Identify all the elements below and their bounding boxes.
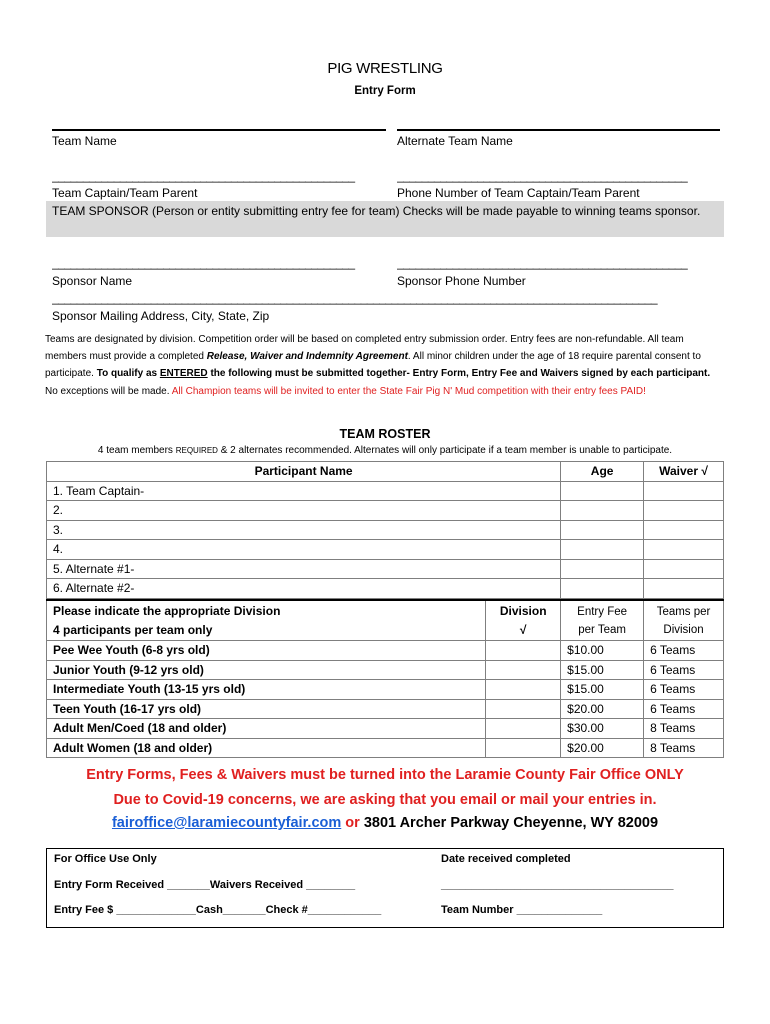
waiver-cell[interactable] [644, 481, 724, 501]
age-cell[interactable] [561, 481, 644, 501]
waiver-cell[interactable] [644, 520, 724, 540]
entry-fee-value: $20.00 [561, 699, 644, 719]
division-check-cell[interactable] [486, 660, 561, 680]
col-entry-fee: Entry Fee per Team [561, 600, 644, 641]
waiver-cell[interactable] [644, 501, 724, 521]
alternate-team-name-label: Alternate Team Name [397, 134, 513, 148]
division-name: Intermediate Youth (13-15 yrs old) [47, 680, 486, 700]
sponsor-name-line[interactable]: _________________________________________________ [52, 256, 355, 270]
teams-value: 8 Teams [644, 738, 724, 758]
participant-name-cell[interactable]: 2. [47, 501, 561, 521]
table-row [47, 501, 724, 521]
age-cell[interactable] [561, 501, 644, 521]
sponsor-address-label: Sponsor Mailing Address, City, State, Zip [52, 309, 270, 323]
team-captain-label: Team Captain/Team Parent [52, 186, 198, 200]
table-row [47, 680, 724, 700]
division-header-row [47, 600, 724, 641]
sponsor-phone-line[interactable]: _______________________________________________ [397, 256, 688, 270]
date-received-label: Date received completed [441, 853, 571, 865]
entry-form-received-field[interactable]: Entry Form Received _______Waivers Received ________ [54, 879, 356, 891]
entry-fee-value: $20.00 [561, 738, 644, 758]
sponsor-note: TEAM SPONSOR (Person or entity submitting entry fee for team) Checks will be made payable to winning teams sponsor. [52, 204, 701, 218]
age-cell[interactable] [561, 579, 644, 599]
teams-value: 6 Teams [644, 680, 724, 700]
waiver-cell[interactable] [644, 559, 724, 579]
captain-phone-label: Phone Number of Team Captain/Team Parent [397, 186, 640, 200]
teams-value: 6 Teams [644, 641, 724, 661]
champion-note: All Champion teams will be invited to enter the State Fair Pig N' Mud competition with their entry fees PAID! [171, 385, 646, 397]
col-participant-name: Participant Name [47, 462, 561, 482]
col-age: Age [561, 462, 644, 482]
table-row [47, 559, 724, 579]
teams-value: 8 Teams [644, 719, 724, 739]
division-name: Junior Youth (9-12 yrs old) [47, 660, 486, 680]
age-cell[interactable] [561, 520, 644, 540]
covid-notice: Due to Covid-19 concerns, we are asking that you email or mail your entries in. [113, 792, 657, 808]
col-waiver: Waiver √ [644, 462, 724, 482]
division-table [46, 599, 724, 758]
roster-header-row [47, 462, 724, 482]
division-check-cell[interactable] [486, 738, 561, 758]
office-use-title: For Office Use Only [54, 853, 157, 865]
waiver-cell[interactable] [644, 579, 724, 599]
sponsor-address-line[interactable]: __________________________________________________________________________________________________ [52, 291, 658, 305]
table-row [47, 540, 724, 560]
contact-line: fairoffice@laramiecountyfair.com or 3801 Archer Parkway Cheyenne, WY 82009 [111, 815, 659, 831]
roster-table [46, 461, 724, 599]
participant-name-cell[interactable]: 1. Team Captain- [47, 481, 561, 501]
team-number-field[interactable]: Team Number ______________ [441, 904, 603, 916]
alternate-team-name-line[interactable] [397, 129, 720, 131]
email-link[interactable]: fairoffice@laramiecountyfair.com [111, 815, 342, 831]
division-check-cell[interactable] [486, 699, 561, 719]
division-instructions: Please indicate the appropriate Division 4 participants per team only [47, 600, 486, 641]
mailing-address: 3801 Archer Parkway Cheyenne, WY 82009 [363, 815, 659, 831]
roster-subtitle: 4 team members REQUIRED & 2 alternates recommended. Alternates will only participate if a team member is unable to participate. [97, 445, 673, 456]
division-check-cell[interactable] [486, 641, 561, 661]
table-row [47, 579, 724, 599]
date-received-line[interactable]: ______________________________________ [441, 879, 674, 891]
roster-title: TEAM ROSTER [339, 427, 431, 441]
participant-name-cell[interactable]: 5. Alternate #1- [47, 559, 561, 579]
age-cell[interactable] [561, 559, 644, 579]
table-row [47, 520, 724, 540]
sponsor-name-label: Sponsor Name [52, 274, 133, 288]
table-row [47, 641, 724, 661]
entry-fee-value: $30.00 [561, 719, 644, 739]
table-row [47, 481, 724, 501]
teams-value: 6 Teams [644, 660, 724, 680]
team-name-line[interactable] [52, 129, 386, 131]
table-row [47, 719, 724, 739]
table-row [47, 738, 724, 758]
division-check-cell[interactable] [486, 680, 561, 700]
waiver-cell[interactable] [644, 540, 724, 560]
participant-name-cell[interactable]: 3. [47, 520, 561, 540]
participant-name-cell[interactable]: 6. Alternate #2- [47, 579, 561, 599]
submission-notice: Entry Forms, Fees & Waivers must be turned into the Laramie County Fair Office ONLY [86, 767, 684, 783]
form-title: PIG WRESTLING [327, 60, 443, 77]
division-name: Pee Wee Youth (6-8 yrs old) [47, 641, 486, 661]
division-name: Teen Youth (16-17 yrs old) [47, 699, 486, 719]
division-name: Adult Men/Coed (18 and older) [47, 719, 486, 739]
participant-name-cell[interactable]: 4. [47, 540, 561, 560]
table-row [47, 699, 724, 719]
entry-fee-value: $10.00 [561, 641, 644, 661]
captain-phone-line[interactable]: _______________________________________________ [397, 169, 688, 183]
division-name: Adult Women (18 and older) [47, 738, 486, 758]
table-row [47, 660, 724, 680]
captain-line[interactable]: _________________________________________________ [52, 169, 355, 183]
age-cell[interactable] [561, 540, 644, 560]
col-teams-per-division: Teams per Division [644, 600, 724, 641]
form-subtitle: Entry Form [354, 85, 416, 97]
entry-fee-value: $15.00 [561, 660, 644, 680]
entry-fee-value: $15.00 [561, 680, 644, 700]
entry-fee-field[interactable]: Entry Fee $ _____________Cash_______Check #____________ [54, 904, 382, 916]
teams-value: 6 Teams [644, 699, 724, 719]
sponsor-phone-label: Sponsor Phone Number [397, 274, 526, 288]
division-check-cell[interactable] [486, 719, 561, 739]
col-division-check: Division √ [486, 600, 561, 641]
team-name-label: Team Name [52, 134, 117, 148]
rules-paragraph: Teams are designated by division. Competition order will be based on completed entry submission order. Entry fees are non-refundable. All team members must provide a completed Release, Waiver and Indemnity Agreement. All minor children under the age of 18 require parental consent to participate. To qualify as ENTERED the following must be submitted together- Entry Form, Entry Fee and Waivers signed by each participant. No exceptions will be made. All Champion teams will be invited to enter the State Fair Pig N' Mud competition with their entry fees PAID! [45, 334, 711, 397]
